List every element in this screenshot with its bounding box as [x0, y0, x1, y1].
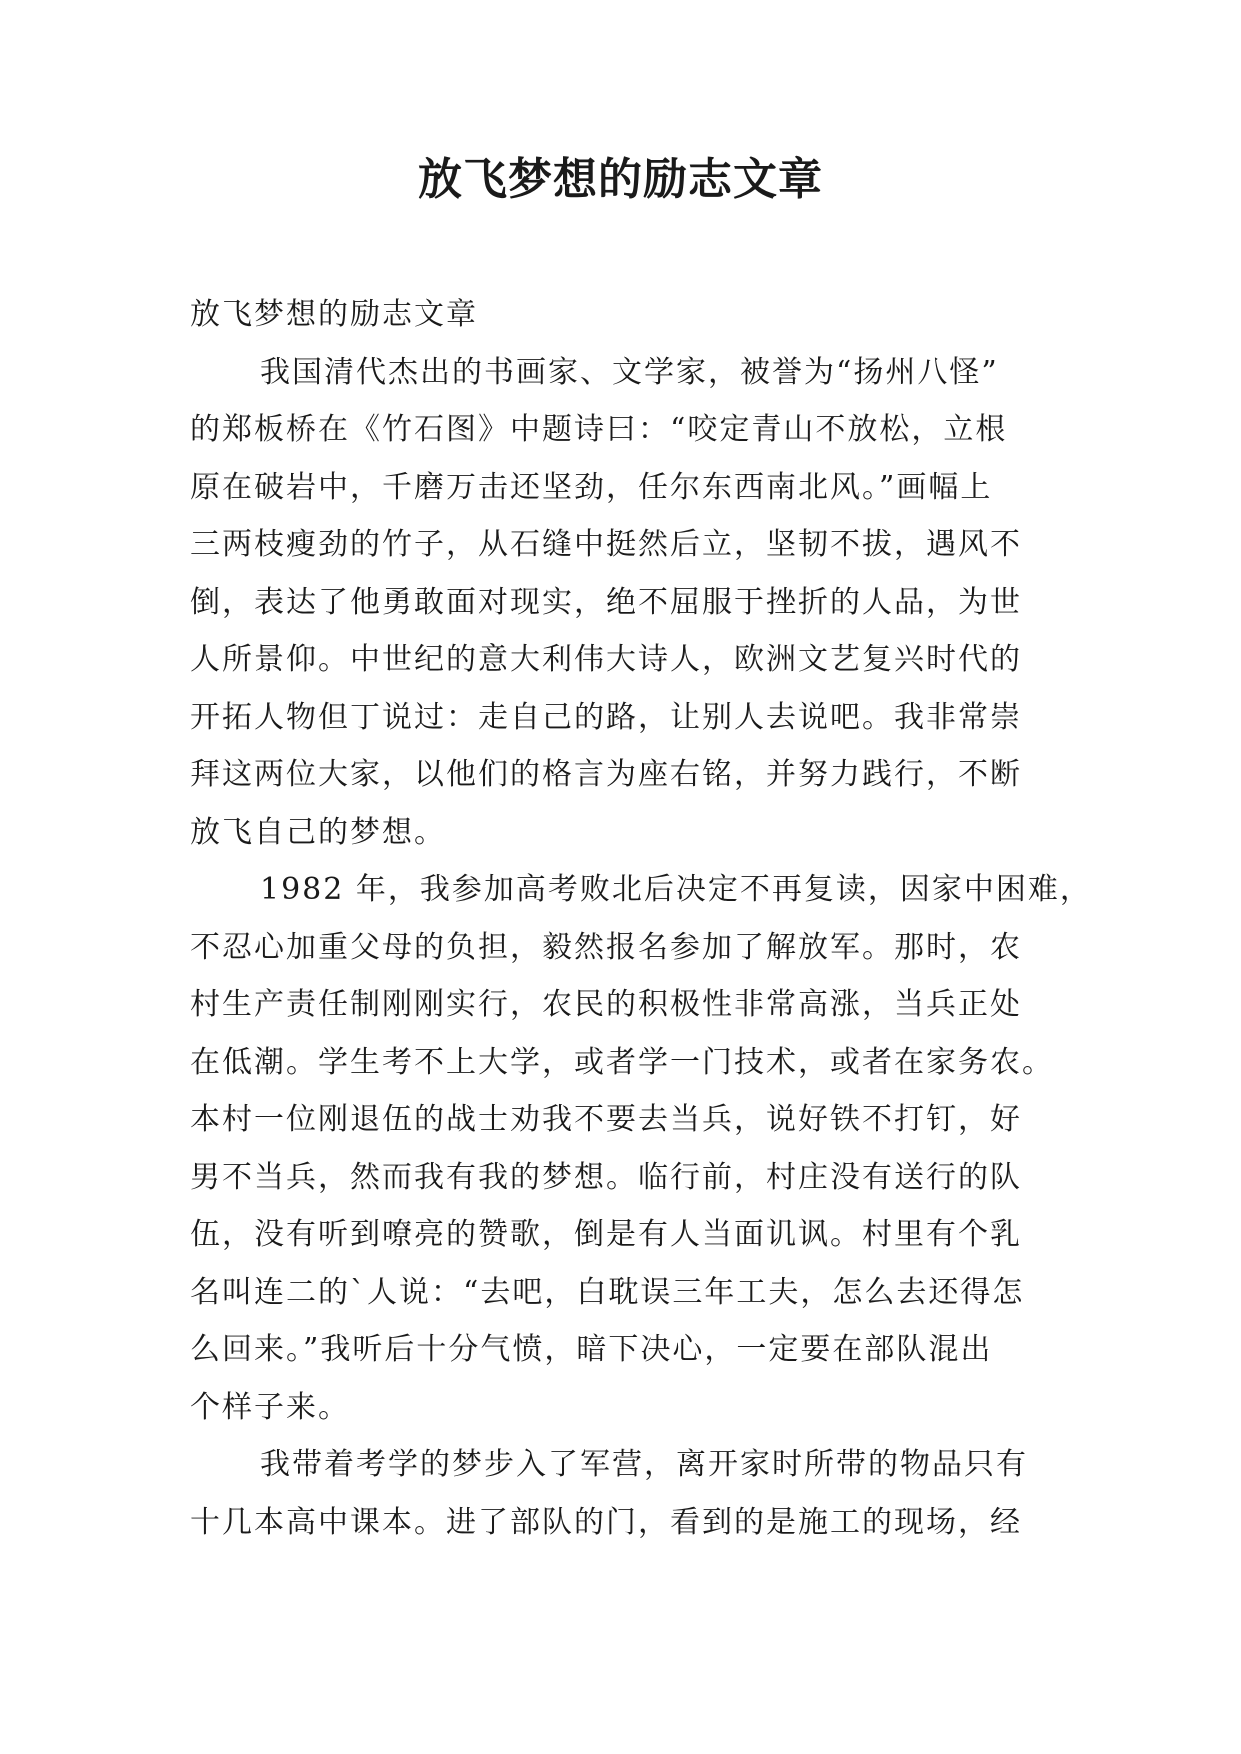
paragraph-line: 人所景仰。中世纪的意大利伟大诗人，欧洲文艺复兴时代的 — [190, 642, 1022, 677]
paragraph-line: 倒，表达了他勇敢面对现实，绝不屈服于挫折的人品，为世 — [190, 584, 1022, 620]
document-subtitle: 放飞梦想的励志文章 — [190, 297, 478, 332]
paragraph-line: 开拓人物但丁说过：走自己的路，让别人去说吧。我非常崇 — [190, 699, 1022, 735]
paragraph-line: 的郑板桥在《竹石图》中题诗曰：“咬定青山不放松，立根 — [190, 412, 1008, 447]
paragraph-line: 不忍心加重父母的负担，毅然报名参加了解放军。那时，农 — [190, 929, 1022, 965]
paragraph — [190, 344, 1050, 862]
paragraph — [190, 1436, 1050, 1551]
document-body — [190, 286, 1092, 1551]
document-title: 放飞梦想的励志文章 — [418, 154, 823, 205]
paragraph-line: 在低潮。学生考不上大学，或者学一门技术，或者在家务农。 — [190, 1044, 1054, 1080]
paragraph-line: 伍，没有听到嘹亮的赞歌，倒是有人当面讥讽。村里有个乳 — [190, 1217, 1022, 1252]
paragraph-line: 本村一位刚退伍的战士劝我不要去当兵，说好铁不打钉，好 — [190, 1102, 1022, 1137]
paragraph-line: 我带着考学的梦步入了军营，离开家时所带的物品只有 — [260, 1447, 1028, 1482]
paragraph-line: 1982 年，我参加高考败北后决定不再复读，因家中困难， — [260, 872, 1092, 907]
paragraph-line: 么回来。”我听后十分气愤，暗下决心，一定要在部队混出 — [190, 1332, 993, 1367]
paragraph-line: 个样子来。 — [190, 1389, 350, 1425]
paragraph — [190, 861, 1092, 1436]
paragraph-line: 十几本高中课本。进了部队的门，看到的是施工的现场，经 — [190, 1504, 1022, 1540]
paragraph-line: 原在破岩中，千磨万击还坚劲，任尔东西南北风。”画幅上 — [190, 469, 993, 505]
paragraph-line: 村生产责任制刚刚实行，农民的积极性非常高涨，当兵正处 — [190, 987, 1022, 1022]
paragraph-line: 名叫连二的`人说：“去吧，白耽误三年工夫，怎么去还得怎 — [190, 1274, 1025, 1310]
paragraph-line: 拜这两位大家，以他们的格言为座右铭，并努力践行，不断 — [190, 757, 1022, 792]
paragraph-line: 我国清代杰出的书画家、文学家，被誉为“扬州八怪” — [260, 354, 999, 390]
paragraph-line: 三两枝瘦劲的竹子，从石缝中挺然后立，坚韧不拔，遇风不 — [190, 527, 1022, 562]
paragraph-line: 放飞自己的梦想。 — [190, 814, 446, 850]
paragraph-line: 男不当兵，然而我有我的梦想。临行前，村庄没有送行的队 — [190, 1159, 1022, 1195]
